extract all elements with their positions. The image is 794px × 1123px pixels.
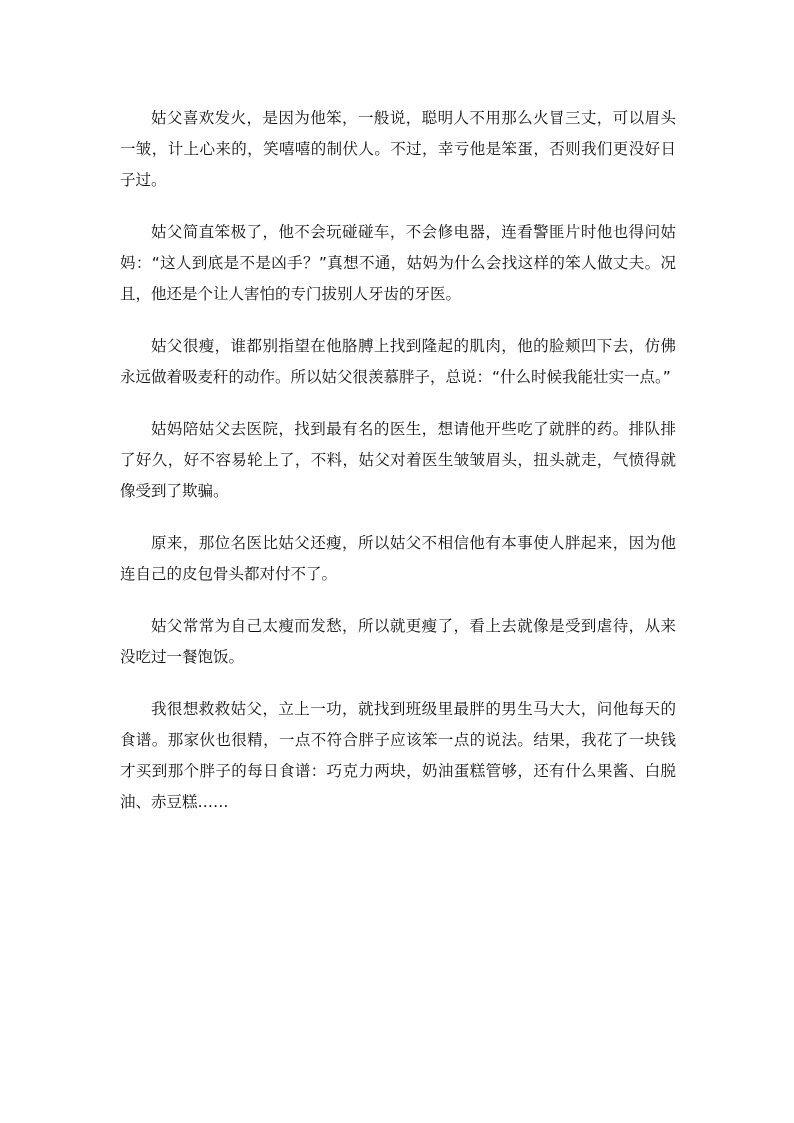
paragraph-3: 姑父很瘦，谁都别指望在他胳膊上找到隆起的肌肉，他的脸颊凹下去，仿佛永远做着吸麦秆的动作。所以姑父很羡慕胖子，总说：“什么时候我能壮实一点。” bbox=[120, 337, 676, 386]
paragraph-6: 姑父常常为自己太瘦而发愁，所以就更瘦了，看上去就像是受到虐待，从来没吃过一餐饱饭。 bbox=[120, 617, 676, 666]
paragraph-1: 姑父喜欢发火，是因为他笨，一般说，聪明人不用那么火冒三丈，可以眉头一皱，计上心来的，笑嘻嘻的制伏人。不过，幸亏他是笨蛋，否则我们更没好日子过。 bbox=[120, 109, 676, 189]
paragraph-5: 原来，那位名医比姑父还瘦，所以姑父不相信他有本事使人胖起来，因为他连自己的皮包骨头都对付不了。 bbox=[120, 534, 676, 583]
paragraph-7: 我很想救救姑父，立上一功，就找到班级里最胖的男生马大大，问他每天的食谱。那家伙也很精，一点不符合胖子应该笨一点的说法。结果，我花了一块钱才买到那个胖子的每日食谱：巧克力两块，奶油蛋糕管够，还有什么果酱、白脱油、赤豆糕…… bbox=[120, 700, 676, 811]
document-body bbox=[120, 103, 676, 839]
paragraph-4: 姑妈陪姑父去医院，找到最有名的医生，想请他开些吃了就胖的药。排队排了好久，好不容易轮上了，不料，姑父对着医生皱皱眉头，扭头就走，气愤得就像受到了欺骗。 bbox=[120, 420, 676, 500]
paragraph-2: 姑父简直笨极了，他不会玩碰碰车，不会修电器，连看警匪片时他也得问姑妈：“这人到底是不是凶手？”真想不通，姑妈为什么会找这样的笨人做丈夫。况且，他还是个让人害怕的专门拔别人牙齿的牙医。 bbox=[120, 223, 676, 303]
